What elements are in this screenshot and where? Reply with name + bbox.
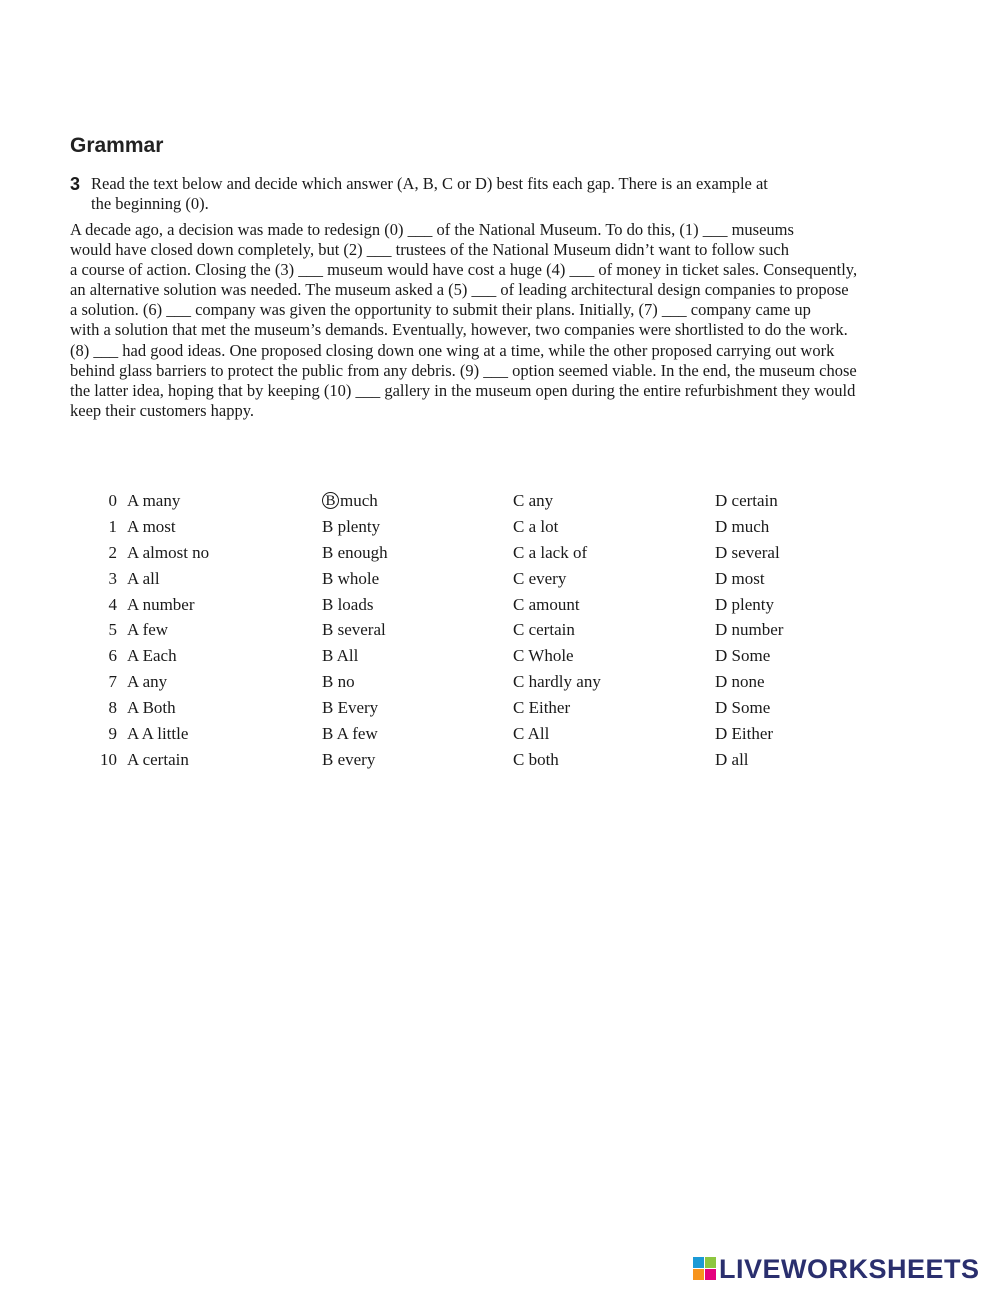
question-number: 2 [108, 542, 117, 562]
option-a[interactable]: A most [127, 516, 176, 536]
option-a[interactable]: A number [127, 594, 195, 614]
passage-line: with a solution that met the museum’s demands. Eventually, however, two companies were shortlisted to do the work. [70, 320, 848, 340]
option-b[interactable]: B enough [322, 542, 388, 562]
option-row [0, 672, 1000, 698]
option-c[interactable]: C every [513, 568, 567, 588]
exercise-instruction [70, 174, 870, 214]
liveworksheets-logo[interactable] [693, 1254, 980, 1284]
question-number: 1 [108, 516, 117, 536]
option-c[interactable]: C both [513, 749, 559, 769]
option-c[interactable]: C a lot [513, 516, 559, 536]
passage-line: A decade ago, a decision was made to redesign (0) ___ of the National Museum. To do this, (1) ___ museums [70, 220, 794, 239]
question-number: 4 [108, 594, 117, 614]
option-a[interactable]: A all [127, 568, 160, 588]
option-c[interactable]: C any [513, 491, 554, 510]
option-row [0, 517, 1000, 543]
question-number: 5 [108, 620, 117, 640]
option-c[interactable]: C amount [513, 594, 580, 614]
option-d[interactable]: D much [715, 516, 770, 536]
logo-square [693, 1269, 704, 1280]
option-d[interactable]: D Either [715, 724, 774, 744]
option-c[interactable]: C a lack of [513, 542, 588, 562]
option-a[interactable]: A A little [127, 724, 189, 744]
reading-passage [70, 220, 950, 421]
option-a[interactable]: A few [127, 620, 169, 640]
option-row [0, 646, 1000, 672]
instruction-line: the beginning (0). [91, 194, 209, 213]
option-c[interactable]: C Whole [513, 646, 574, 666]
question-number: 9 [108, 724, 117, 744]
option-a[interactable]: A almost no [127, 542, 210, 562]
question-number: 7 [108, 672, 117, 692]
selected-answer-circle: B [322, 492, 339, 509]
option-row [0, 620, 1000, 646]
option-row [0, 569, 1000, 595]
option-b-text: much [340, 491, 378, 510]
exercise-number: 3 [70, 174, 81, 194]
option-d[interactable]: D number [715, 620, 784, 640]
passage-line: keep their customers happy. [70, 400, 255, 420]
liveworksheets-logo-icon [693, 1257, 717, 1281]
logo-square [705, 1257, 716, 1268]
option-row [0, 698, 1000, 724]
logo-square [705, 1269, 716, 1280]
option-a[interactable]: A any [127, 672, 168, 692]
passage-line: would have closed down completely, but (2) ___ trustees of the National Museum didn’t want to follow such [70, 240, 789, 260]
question-number: 10 [100, 749, 117, 769]
option-b[interactable]: B every [322, 749, 376, 769]
option-b[interactable]: B no [322, 672, 355, 692]
answer-options-table [0, 491, 1000, 776]
option-row [0, 750, 1000, 776]
option-b[interactable]: B Every [322, 698, 379, 718]
question-number: 8 [108, 698, 117, 718]
passage-line: a course of action. Closing the (3) ___ museum would have cost a huge (4) ___ of money in ticket sales. Consequently, [70, 260, 858, 280]
option-b[interactable]: B plenty [322, 516, 381, 536]
passage-line: the latter idea, hoping that by keeping (10) ___ gallery in the museum open during the entire refurbishment they would [70, 380, 856, 400]
option-d[interactable]: D none [715, 672, 765, 692]
option-d[interactable]: D plenty [715, 594, 775, 614]
option-d[interactable]: D Some [715, 698, 771, 718]
option-c[interactable]: C Either [513, 698, 571, 718]
option-a[interactable]: A certain [127, 749, 189, 769]
question-number: 6 [108, 646, 117, 666]
option-b-selected[interactable] [322, 491, 378, 511]
passage-line: an alternative solution was needed. The museum asked a (5) ___ of leading architectural design companies to propose [70, 280, 849, 300]
option-c[interactable]: C All [513, 724, 550, 744]
logo-text: LIVEWORKSHEETS [719, 1253, 980, 1284]
option-b[interactable]: B loads [322, 594, 374, 614]
option-d[interactable]: D all [715, 749, 749, 769]
option-row [0, 543, 1000, 569]
option-b[interactable]: B All [322, 646, 359, 666]
option-row-example [0, 491, 1000, 517]
option-a[interactable]: A many [127, 491, 181, 510]
option-b[interactable]: B several [322, 620, 386, 640]
logo-square [693, 1257, 704, 1268]
instruction-line: Read the text below and decide which answer (A, B, C or D) best fits each gap. There is an example at [91, 174, 768, 193]
option-b[interactable]: B whole [322, 568, 380, 588]
question-number: 3 [108, 568, 117, 588]
option-a[interactable]: A Both [127, 698, 176, 718]
option-d[interactable]: D most [715, 568, 765, 588]
section-title: Grammar [70, 134, 164, 157]
option-d[interactable]: D Some [715, 646, 771, 666]
option-a[interactable]: A Each [127, 646, 177, 666]
option-c[interactable]: C hardly any [513, 672, 601, 692]
question-number: 0 [108, 491, 117, 510]
passage-line: (8) ___ had good ideas. One proposed closing down one wing at a time, while the other proposed carrying out work [70, 340, 835, 360]
option-row [0, 595, 1000, 621]
option-d[interactable]: D several [715, 542, 780, 562]
option-d[interactable]: D certain [715, 491, 778, 510]
option-c[interactable]: C certain [513, 620, 575, 640]
passage-line: a solution. (6) ___ company was given the opportunity to submit their plans. Initially, (7) ___ company came up [70, 300, 811, 320]
passage-line: behind glass barriers to protect the public from any debris. (9) ___ option seemed viable. In the end, the museum chose [70, 360, 857, 380]
option-row [0, 724, 1000, 750]
option-b[interactable]: B A few [322, 724, 378, 744]
